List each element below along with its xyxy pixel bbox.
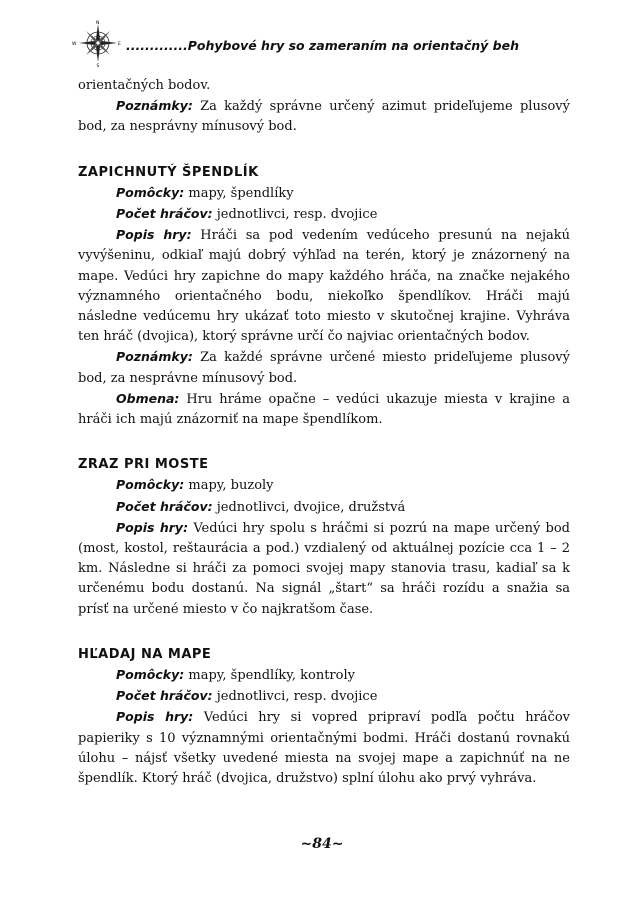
page-body <box>78 76 570 789</box>
description-paragraph: Popis hry: Hráči sa pod vedením vedúceho presunú na nejakú vyvýšeninu, odkiaľ majú dobrý výhľad na terén, ktorý je znázornený na mape. Vedúci hry zapichne do mapy každého hráča, na značke nejakého významného orientačného bodu, niekoľko špendlíkov. Hráči majú následne vedúcemu hry ukázať toto miesto v skutočnej krajine. Vyhráva ten hráč (dvojica), ktorý správne určí čo najviac orientačných bodov. <box>78 227 570 345</box>
svg-text:E: E <box>118 42 121 47</box>
running-header-title: .............Pohybové hry so zameraním na orientačný beh <box>126 38 519 53</box>
players-line: Počet hráčov: jednotlivci, resp. dvojice <box>116 206 378 223</box>
players-line: Počet hráčov: jednotlivci, resp. dvojice <box>116 688 378 705</box>
tools-line: Pomôcky: mapy, buzoly <box>116 477 274 494</box>
notes-paragraph: Poznámky: Za každý správne určený azimut prideľujeme plusový bod, za nesprávny mínusový bod. <box>78 98 570 135</box>
notes-paragraph: Poznámky: Za každé správne určené miesto prideľujeme plusový bod, za nesprávne mínusový bod. <box>78 349 570 386</box>
tools-line: Pomôcky: mapy, špendlíky, kontroly <box>116 667 355 684</box>
svg-text:N: N <box>96 21 100 26</box>
svg-text:S: S <box>96 64 100 68</box>
compass-rose-icon <box>70 18 122 68</box>
description-paragraph: Popis hry: Vedúci hry si vopred pripraví podľa počtu hráčov papieriky s 10 významnými orientačnými bodmi. Hráči dostanú rovnakú úlohu – nájsť všetky uvedené miesta na svojej mape a zapichnúť na ne špendlík. Ktorý hráč (dvojica, družstvo) splní úlohu ako prvý vyhráva. <box>78 709 571 787</box>
continuation-text: orientačných bodov. <box>78 78 211 93</box>
page-header <box>70 18 580 68</box>
section-title-zapichnuty-spendlik: ZAPICHNUTÝ ŠPENDLÍK <box>78 164 259 180</box>
players-line: Počet hráčov: jednotlivci, dvojice, družstvá <box>116 498 406 515</box>
description-paragraph: Popis hry: Vedúci hry spolu s hráčmi si pozrú na mape určený bod (most, kostol, reštaurácia a pod.) vzdialený od aktuálnej pozície cca 1 – 2 km. Následne si hráči za pomoci svojej mapy stanovia trasu, kadiaľ sa k určenému bodu dostanú. Na signál „štart“ sa hráči rozídu a snažia sa prísť na určené miesto v čo najkratšom čase. <box>78 519 571 617</box>
section-title-hladaj-na-mape: HĽADAJ NA MAPE <box>78 646 212 662</box>
page-number: ~84~ <box>300 836 344 852</box>
section-title-zraz-pri-moste: ZRAZ PRI MOSTE <box>78 457 209 473</box>
tools-line: Pomôcky: mapy, špendlíky <box>116 184 294 201</box>
variant-paragraph: Obmena: Hru hráme opačne – vedúci ukazuje miesta v krajine a hráči ich majú znázorniť na mape špendlíkom. <box>78 390 570 428</box>
svg-text:W: W <box>72 42 77 47</box>
